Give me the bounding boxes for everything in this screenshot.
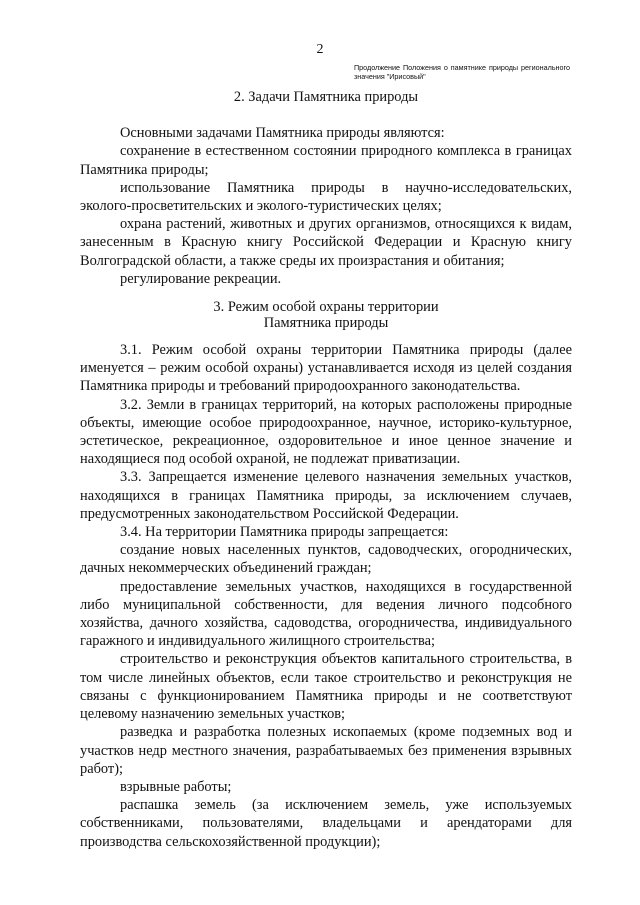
section-3-paragraph: 3.2. Земли в границах территорий, на которых расположены природные объекты, имеющие особое природоохранное, научное, историко-культурное, эстетическое, рекреационное, оздоровительное и иное ценное значение и находящиеся под особой охраной, не подлежат приватизации.	[80, 396, 572, 468]
section-2-paragraph: охрана растений, животных и других организмов, относящихся к видам, занесенным в Красную книгу Российской Федерации и Красную книгу Волгоградской области, а также среды их произрастания и обитания;	[80, 216, 572, 269]
section-3-paragraph: 3.1. Режим особой охраны территории Памятника природы (далее именуется – режим особой охраны) устанавливается исходя из целей создания Памятника природы и требований природоохранного законодательства.	[80, 342, 572, 395]
section-3-list-item: распашка земель (за исключением земель, уже используемых собственниками, пользователями, владельцами и арендаторами для производства сельскохозяйственной продукции);	[80, 797, 572, 850]
page-number: 2	[316, 42, 324, 57]
section-2-title: 2. Задачи Памятника природы	[233, 89, 419, 105]
document-body	[80, 88, 572, 851]
section-3-list-item: взрывные работы;	[120, 778, 232, 795]
section-3-paragraph: 3.4. На территории Памятника природы запрещается:	[120, 524, 449, 541]
section-2-paragraph: использование Памятника природы в научно-исследовательских, эколого-просветительских и эколого-туристических целях;	[80, 179, 572, 215]
section-2-paragraph: регулирование рекреации.	[120, 270, 282, 287]
section-3-list-item: строительство и реконструкция объектов капитального строительства, в том числе линейных объектов, если такое строительство и реконструкция не связаны с функционированием Памятника природы и не соответствуют целевому назначению земельных участков;	[80, 651, 572, 723]
section-3-list-item: предоставление земельных участков, находящихся в государственной либо муниципальной собственности, для ведения личного подсобного хозяйства, дачного хозяйства, садоводства, огородничества, индивидуального гаражного и индивидуального жилищного строительства;	[80, 578, 572, 650]
section-3-title-line-1: 3. Режим особой охраны территории	[213, 299, 439, 316]
section-3-title-line-2: Памятника природы	[263, 315, 389, 332]
section-3-paragraph: 3.3. Запрещается изменение целевого назначения земельных участков, находящихся в границах Памятника природы, за исключением случаев, предусмотренных законодательством Российской Федерации.	[80, 469, 572, 522]
continuation-note: Продолжение Положения о памятнике природы регионального значения "Ирисовый"	[354, 63, 570, 81]
section-3-list-item: создание новых населенных пунктов, садоводческих, огороднических, дачных некоммерческих объединений граждан;	[80, 542, 572, 577]
section-2-paragraph: Основными задачами Памятника природы являются:	[120, 125, 445, 142]
section-3-list-item: разведка и разработка полезных ископаемых (кроме подземных вод и участков недр местного значения, разрабатываемых без применения взрывных работ);	[80, 724, 572, 777]
section-2-paragraph: сохранение в естественном состоянии природного комплекса в границах Памятника природы;	[80, 143, 572, 178]
section-3-title	[80, 299, 572, 331]
